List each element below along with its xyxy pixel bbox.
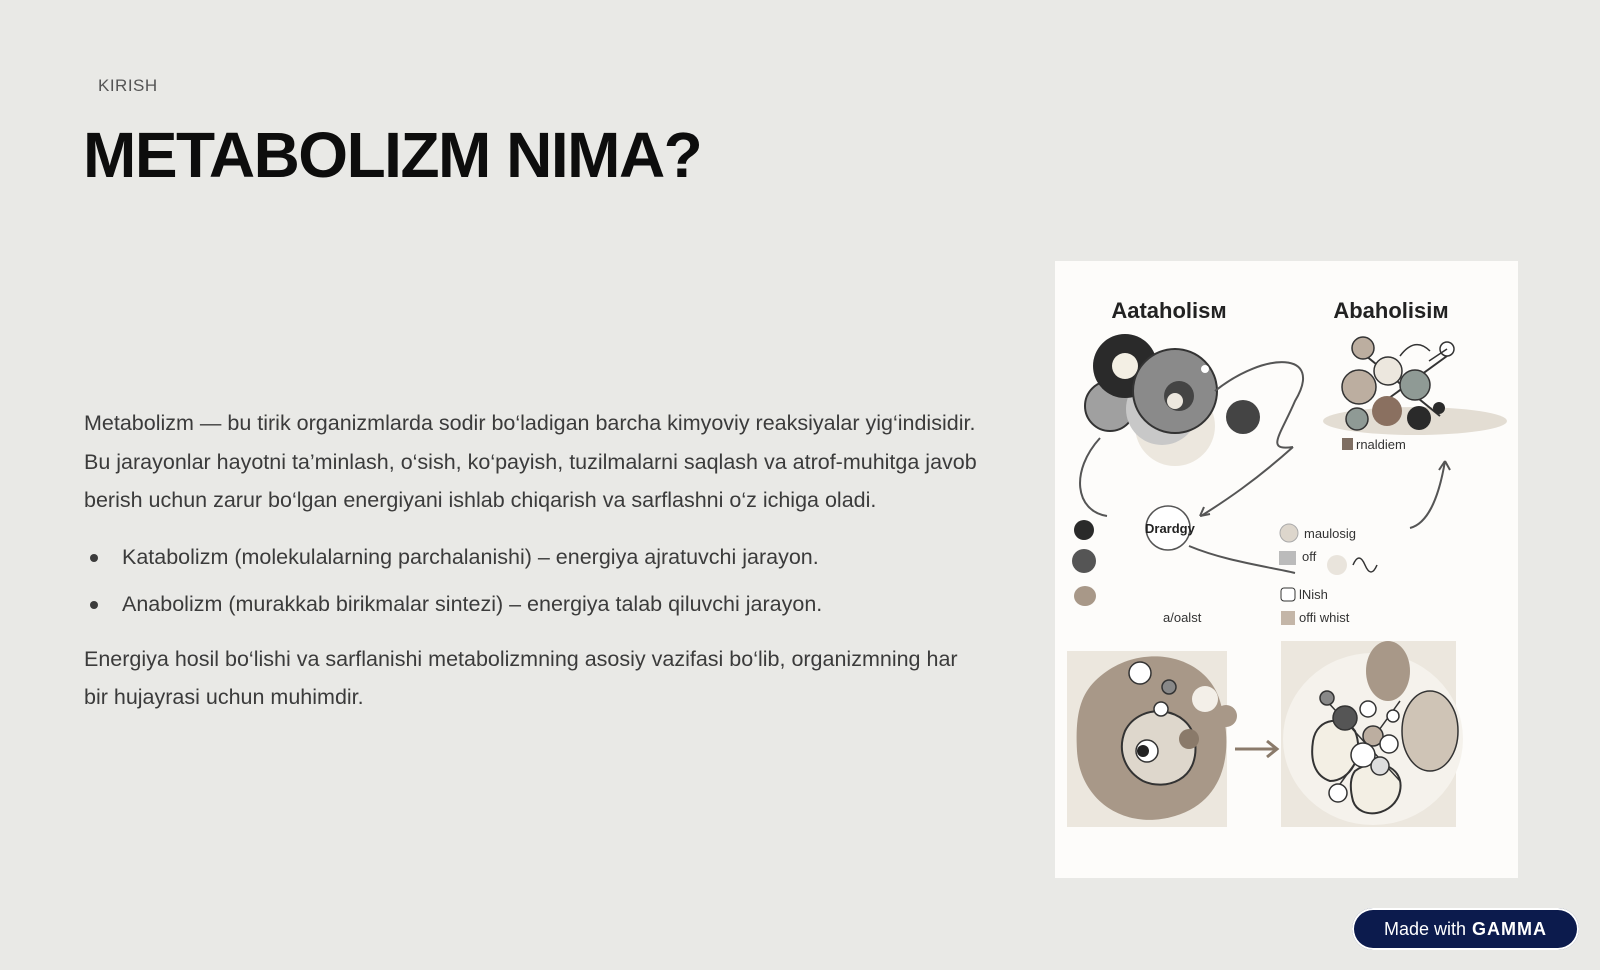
legend-label: lNish xyxy=(1299,587,1328,602)
bottom-left-label: a/oalst xyxy=(1163,610,1202,625)
legend-label: offi whist xyxy=(1299,610,1350,625)
right-top-label: rnaldiem xyxy=(1356,437,1406,452)
transform-arrow-icon xyxy=(1235,741,1277,757)
illustration-drawing xyxy=(1055,261,1518,878)
badge-prefix: Made with xyxy=(1383,918,1467,939)
center-label: Drardgy xyxy=(1145,521,1195,536)
made-with-gamma-badge[interactable] xyxy=(1352,908,1579,950)
legend xyxy=(1163,524,1377,625)
slide-title: METABOLIZM NIMA? xyxy=(83,119,702,191)
catabolism-molecule-cluster xyxy=(1085,334,1260,466)
legend-label: maulosig xyxy=(1304,526,1357,541)
conclusion-paragraph: Energiya hosil bo‘lishi va sarflanishi metabolizmning asosiy vazifasi bo‘lib, organizmning har bir hujayrasi uchun muhimdir. xyxy=(84,646,958,709)
bullet-text: Anabolizm (murakkab birikmalar sintezi) – energiya talab qiluvchi jarayon. xyxy=(122,591,823,616)
metabolism-illustration xyxy=(1055,261,1518,878)
cell-blob-right xyxy=(1281,641,1463,827)
section-eyebrow: KIRISH xyxy=(98,76,158,95)
cell-blob-left xyxy=(1067,651,1237,827)
bullet-item xyxy=(84,581,984,628)
anabolism-heading: Abaholisiм xyxy=(1333,298,1449,323)
anabolism-molecule-cluster xyxy=(1323,337,1507,435)
bullet-item xyxy=(84,534,984,581)
gamma-logo-text: GAMMA xyxy=(1472,918,1548,939)
legend-label: off xyxy=(1302,549,1317,564)
bullet-text: Katabolizm (molekulalarning parchalanishi) – energiya ajratuvchi jarayon. xyxy=(122,544,819,569)
slide-body xyxy=(84,404,984,717)
bullet-list xyxy=(84,534,984,628)
bullet-dot-icon xyxy=(90,554,98,562)
catabolism-heading: Aataholisм xyxy=(1111,298,1227,323)
bullet-dot-icon xyxy=(90,601,98,609)
intro-paragraph: Metabolizm — bu tirik organizmlarda sodir bo‘ladigan barcha kimyoviy reaksiyalar yig‘indisidir. Bu jarayonlar hayotni ta’minlash, o‘sish, ko‘payish, tuzilmalarni saqlash va atrof-muhitga javob berish uchun zarur bo‘lgan energiyani ishlab chiqarish va sarflashni o‘z ichiga oladi. xyxy=(84,411,977,512)
